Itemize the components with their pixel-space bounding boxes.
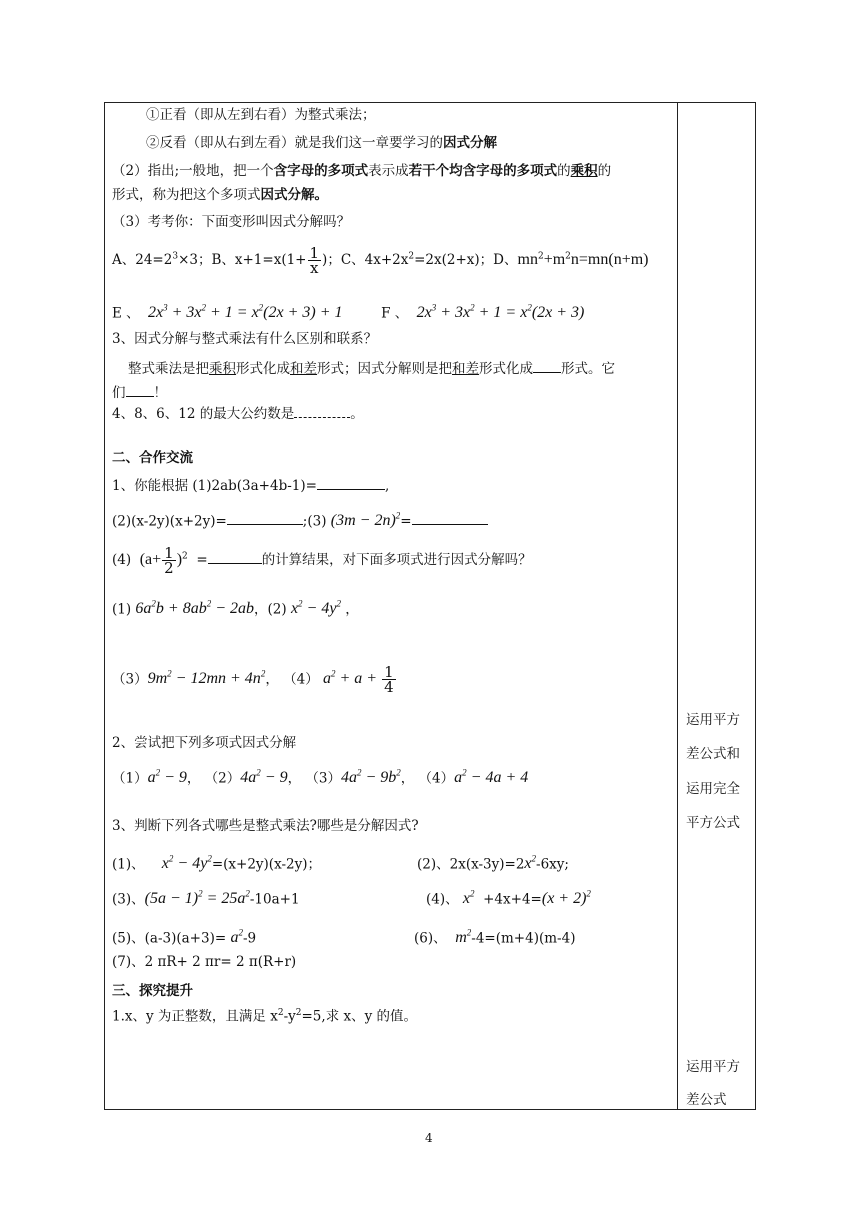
formula: $a^2 + a$ +	[323, 669, 382, 688]
text: F 、	[381, 305, 409, 322]
formula: $(5a - 1)^2 = 25a^2$	[144, 889, 250, 908]
text: =2x(2+x)；D、	[414, 252, 518, 268]
judge-line	[112, 924, 256, 947]
fraction	[382, 663, 396, 697]
judge-line	[112, 850, 321, 873]
formula-f: $2x^3 + 3x^2 + 1 = x^2(2x + 3)$	[412, 303, 585, 322]
superscript: 3	[172, 251, 179, 262]
formula: )	[176, 551, 183, 568]
text: 1、你能根据 (1)2ab(3a+4b-1)=	[112, 478, 317, 494]
text: （1）	[112, 770, 148, 787]
formula: (a+	[139, 551, 162, 568]
text: )；C、4x+2x	[322, 252, 409, 268]
side-note: 运用完全	[686, 781, 740, 797]
formula: $x^2 - 4y^2$	[161, 854, 212, 873]
text: 整式乘法是把	[128, 361, 209, 377]
bold-term: 因式分解。	[260, 187, 328, 203]
formula: $4a^2 - 9b^2$	[340, 768, 401, 787]
superscript: 2	[295, 1008, 302, 1018]
text: ;(3)	[302, 513, 327, 530]
denominator: 2	[164, 559, 174, 577]
underlined: 和差	[290, 361, 317, 377]
answer-line	[128, 359, 615, 378]
denominator: x	[310, 259, 319, 277]
problem-line	[112, 595, 359, 618]
superscript: 2	[565, 251, 571, 262]
math: n=mn(n+m)	[570, 251, 649, 268]
text: ,	[384, 478, 390, 494]
text: (6)、	[414, 930, 447, 947]
text: ， （4）	[265, 671, 319, 688]
text: (2)(x-2y)(x+2y)=	[112, 513, 227, 530]
formula: $(x + 2)^2$	[541, 889, 591, 908]
text: =5,求 x、y 的值。	[301, 1008, 418, 1025]
text: 的	[557, 163, 571, 179]
formula: $6a^2b + 8ab^2 - 2ab$	[135, 599, 255, 618]
text: 的计算结果，对下面多项式进行因式分解吗？	[261, 552, 532, 568]
formula: $4a^2 - 9$	[240, 768, 288, 787]
text: (1)	[112, 601, 132, 618]
question-line	[112, 404, 364, 423]
section-heading: 二、合作交流	[112, 450, 193, 466]
side-note: 差公式和	[686, 746, 740, 762]
formula: $x^2$	[524, 854, 537, 873]
text: ，(2)	[254, 601, 287, 618]
bold-term: 乘积	[570, 163, 598, 179]
question-line	[112, 507, 488, 530]
math: mn	[517, 251, 538, 268]
superscript: 2	[182, 551, 188, 562]
text: =	[196, 552, 208, 568]
superscript: 2	[537, 251, 544, 262]
answer-blank[interactable]	[227, 511, 303, 525]
judge-line: (7)、2 πR+ 2 πr= 2 π(R+r)	[112, 954, 297, 970]
answer-blank[interactable]	[208, 550, 262, 564]
text: (3)、	[112, 891, 145, 908]
text: ！	[153, 385, 167, 401]
text: (5)、(a-3)(a+3)=	[112, 930, 227, 947]
superscript: 2	[408, 251, 415, 262]
text: E 、	[112, 305, 140, 322]
bold-term: 含字母的多项式	[273, 163, 369, 179]
text: 形式化成	[236, 361, 290, 377]
text: -9	[242, 930, 257, 947]
text: 1.x、y 为正整数，且满足 x	[112, 1008, 278, 1025]
text: 形式化成	[479, 361, 533, 377]
problem-line	[112, 663, 397, 697]
text: =(x+2y)(x-2y)；	[211, 856, 321, 873]
text: ， （3）	[287, 770, 341, 787]
options-line	[112, 299, 584, 322]
numerator: 1	[164, 544, 174, 562]
column-divider	[677, 102, 678, 1110]
question-line	[112, 546, 532, 575]
text: +4x+4=	[483, 891, 542, 908]
section-heading: 三、探究提升	[112, 983, 193, 999]
text: -10a+1	[249, 891, 300, 908]
definition-line	[112, 186, 328, 204]
text: 表示成	[368, 163, 409, 179]
formula: $a^2 - 9$	[147, 768, 187, 787]
options-line	[112, 246, 648, 275]
text: =	[400, 513, 412, 530]
text-line	[146, 134, 497, 152]
text: 形式。它	[561, 361, 615, 377]
text: 形式，称为把这个多项式	[112, 187, 261, 203]
formula: $m^2$	[455, 928, 472, 947]
side-note: 平方公式	[686, 815, 740, 831]
formula: $a^2$	[230, 928, 243, 947]
text: -4=(m+4)(m-4)	[471, 930, 576, 947]
judge-line	[417, 850, 569, 873]
text: -y	[283, 1008, 296, 1025]
text: ， （4）	[400, 770, 455, 787]
question-line: 3、因式分解与整式乘法有什么区别和联系？	[112, 331, 378, 347]
question-line: 2、尝试把下列多项式因式分解	[112, 735, 297, 751]
text: 。	[350, 406, 364, 422]
text: （3）	[112, 671, 148, 688]
question-line	[112, 1004, 417, 1026]
text: (4)、	[426, 891, 459, 908]
text: 的	[597, 163, 612, 179]
text: ②反看（即从右到左看）就是我们这一章要学习的	[146, 135, 443, 151]
side-note: 差公式	[686, 1092, 727, 1108]
text: 们	[112, 385, 126, 401]
problem-line	[112, 764, 528, 787]
numerator: 1	[384, 663, 394, 682]
underlined: 和差	[452, 361, 479, 377]
formula-e: $2x^3 + 3x^2 + 1 = x^2(2x + 3) + 1$	[143, 303, 343, 322]
question-line: （3）考考你：下面变形叫因式分解吗？	[112, 214, 351, 230]
bold-term: 因式分解	[443, 135, 497, 151]
text: ， （2）	[186, 770, 241, 787]
formula: $9m^2 - 12mn + 4n^2$	[147, 669, 266, 688]
formula: $x^2$	[462, 889, 475, 908]
question-line: 3、判断下列各式哪些是整式乘法?哪些是分解因式?	[112, 818, 419, 834]
text: ×3；B、x+1=x(1+	[178, 252, 307, 268]
text: 形式；因式分解则是把	[317, 361, 452, 377]
definition-line	[112, 162, 611, 180]
text: A、24=2	[112, 252, 173, 268]
text: (4)	[112, 552, 132, 568]
fraction	[308, 246, 322, 275]
numerator: 1	[309, 244, 320, 262]
judge-line	[426, 885, 591, 908]
text: (1)、	[112, 856, 145, 873]
judge-line	[112, 885, 300, 908]
underlined: 乘积	[209, 361, 236, 377]
math: +m	[543, 251, 566, 268]
text: ，	[345, 601, 359, 618]
fraction	[162, 546, 176, 575]
answer-blank[interactable]	[126, 383, 154, 397]
text: -6xy;	[536, 856, 569, 873]
formula: $(3m - 2n)^2$	[330, 511, 401, 530]
side-note: 运用平方	[686, 1059, 740, 1075]
text: (2)、2x(x-3y)=2	[417, 856, 525, 873]
text: 4、8、6、12 的最大公约数是	[112, 406, 295, 422]
answer-blank[interactable]	[294, 404, 350, 418]
text-line: ①正看（即从左到右看）为整式乘法；	[146, 107, 376, 123]
denominator: 4	[384, 678, 394, 697]
judge-line	[414, 924, 575, 947]
bold-term: 若干个均含字母的多项式	[408, 163, 558, 179]
formula: $a^2 - 4a + 4$	[454, 768, 529, 787]
answer-line	[112, 383, 167, 402]
text: （2）指出;一般地，把一个	[112, 163, 274, 179]
side-note: 运用平方	[686, 712, 740, 728]
page-number: 4	[425, 1131, 433, 1145]
answer-blank[interactable]	[412, 511, 488, 525]
superscript: 2	[277, 1008, 284, 1018]
answer-blank[interactable]	[533, 359, 561, 373]
question-line	[112, 476, 389, 495]
answer-blank[interactable]	[317, 476, 385, 490]
formula: $x^2 - 4y^2$	[290, 599, 341, 618]
